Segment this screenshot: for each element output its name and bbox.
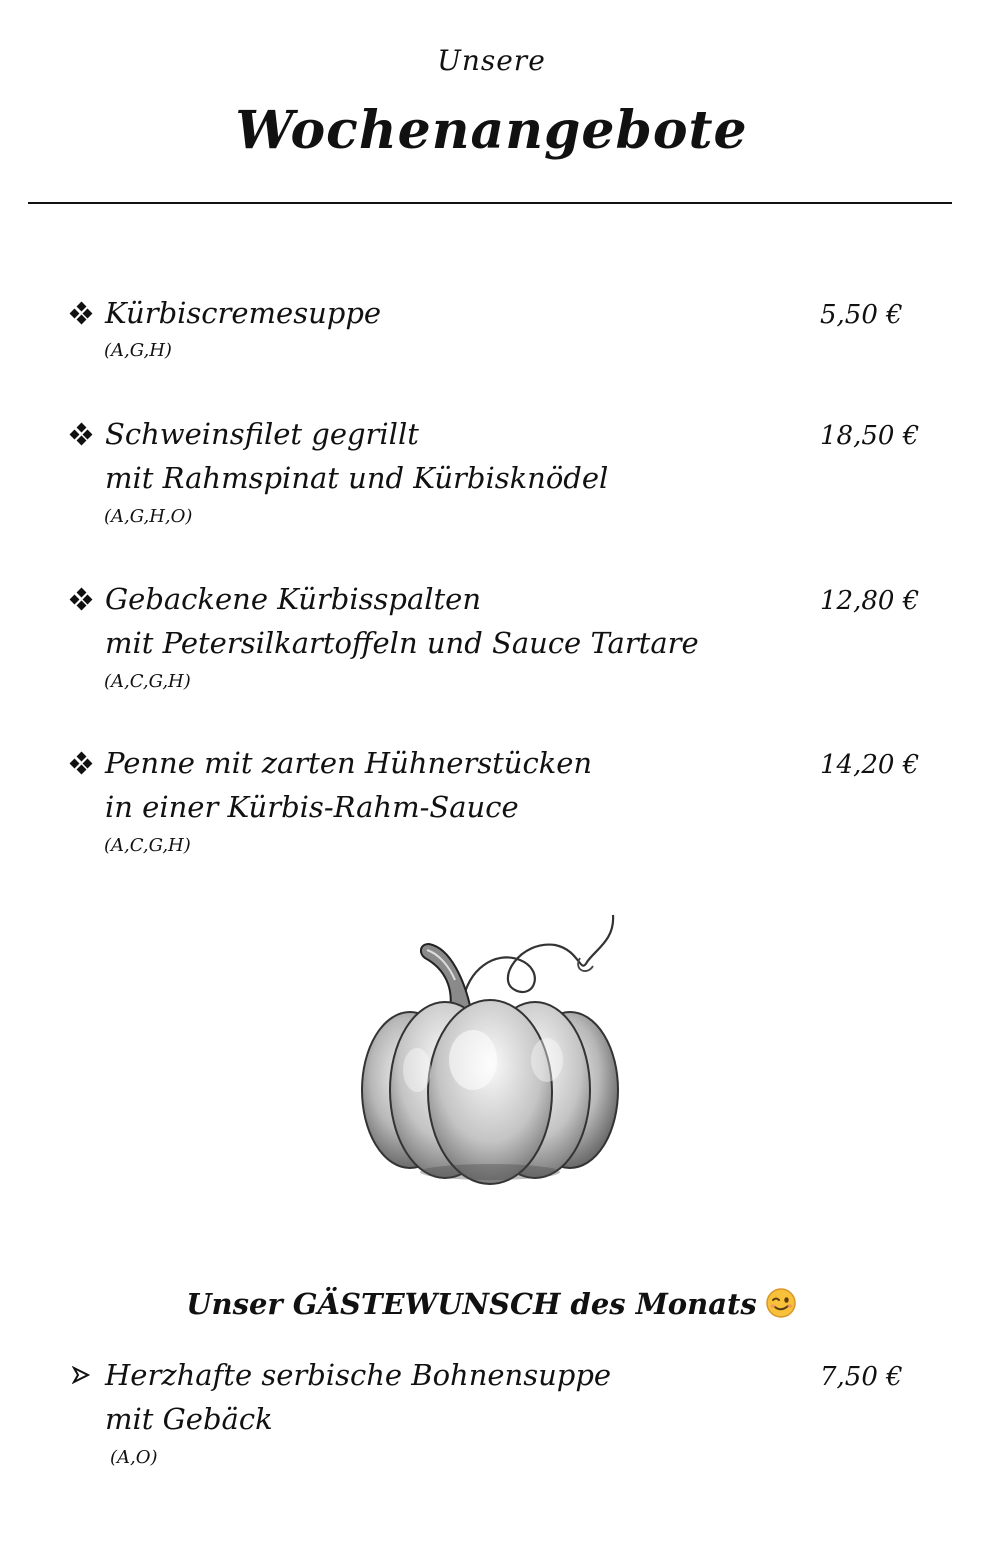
menu-item-allergens: (A,G,H) (104, 340, 172, 361)
menu-item-name: Schweinsfilet gegrillt (105, 417, 419, 451)
menu-item-name: Kürbiscremesuppe (105, 296, 382, 330)
menu-item-description: mit Petersilkartoffeln und Sauce Tartare (105, 626, 699, 660)
menu-item-price: 14,20 € (820, 750, 920, 780)
winking-face-icon (765, 1287, 797, 1319)
guest-wish-item-allergens: (A,O) (110, 1447, 158, 1468)
diamond-bullet-icon (68, 582, 94, 616)
menu-item-name: Gebackene Kürbisspalten (105, 582, 482, 616)
menu-item-description: mit Rahmspinat und Kürbisknödel (105, 461, 609, 495)
menu-item-price: 12,80 € (820, 586, 920, 616)
diamond-bullet-icon (68, 417, 94, 451)
menu-item-price: 18,50 € (820, 421, 920, 451)
menu-item-allergens: (A,C,G,H) (104, 835, 191, 856)
menu-item-name: Penne mit zarten Hühnerstücken (105, 746, 593, 780)
header-divider (28, 202, 952, 204)
menu-item-allergens: (A,G,H,O) (104, 506, 193, 527)
pumpkin-illustration (355, 910, 625, 1190)
guest-wish-item-price: 7,50 € (820, 1362, 903, 1392)
guest-wish-heading-text: Unser GÄSTEWUNSCH des Monats (186, 1287, 757, 1321)
guest-wish-heading (0, 1284, 983, 1324)
menu-item-allergens: (A,C,G,H) (104, 671, 191, 692)
arrowhead-bullet-icon (68, 1358, 94, 1392)
menu-title: Wochenangebote (235, 100, 748, 161)
menu-item-price: 5,50 € (820, 300, 903, 330)
guest-wish-item-description: mit Gebäck (105, 1402, 273, 1436)
menu-subtitle: Unsere (437, 44, 546, 77)
menu-item-description: in einer Kürbis-Rahm-Sauce (105, 790, 519, 824)
diamond-bullet-icon (68, 746, 94, 780)
diamond-bullet-icon (68, 296, 94, 330)
guest-wish-item-name: Herzhafte serbische Bohnensuppe (105, 1358, 612, 1392)
